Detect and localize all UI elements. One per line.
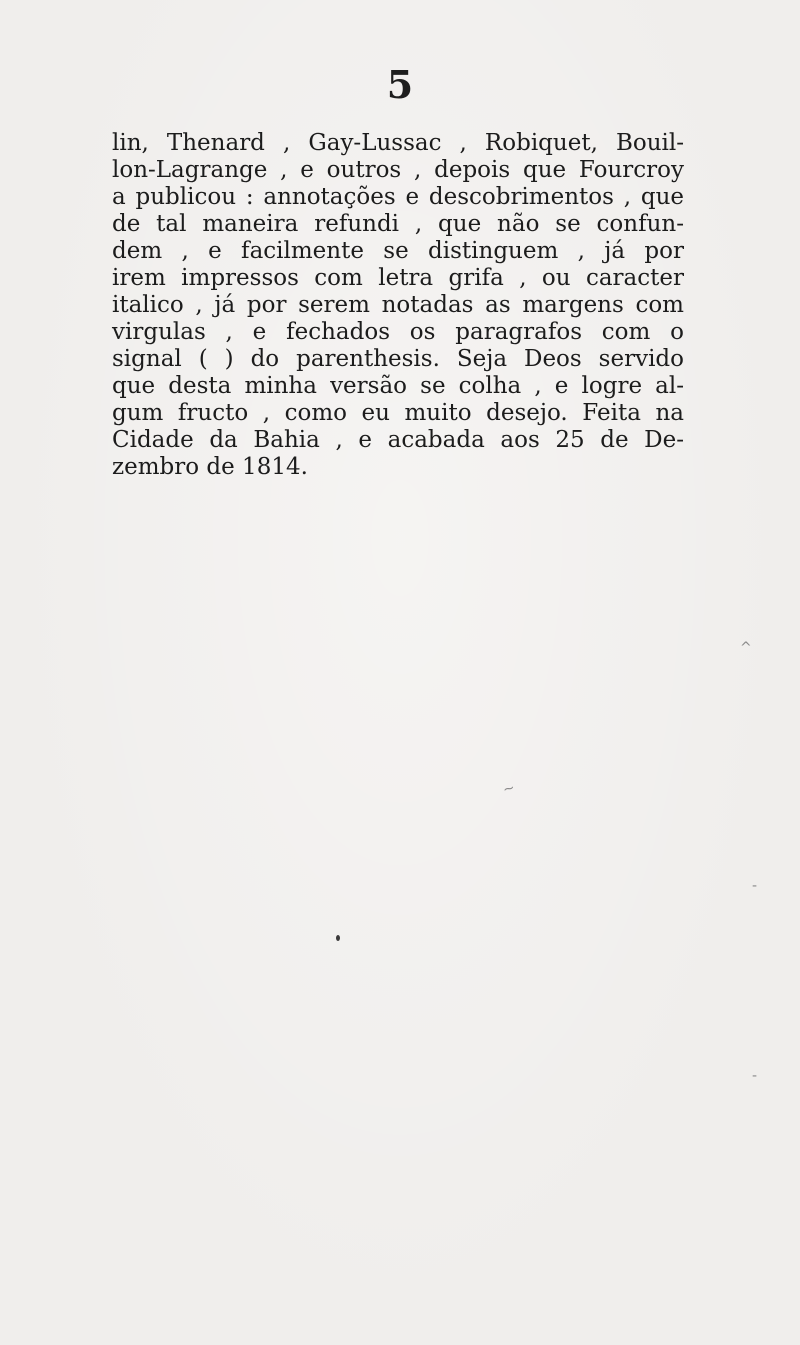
paper-mark: ~ (501, 779, 517, 799)
text-line: italico , já por serem notadas as margens com (112, 292, 684, 318)
text-line: zembro de 1814. (112, 454, 308, 480)
page-number: 5 (386, 62, 414, 107)
text-line: que desta minha versão se colha , e logre al- (112, 373, 684, 399)
ink-speck (336, 935, 340, 941)
paper-mark: - (752, 878, 758, 894)
text-line: Cidade da Bahia , e acabada aos 25 de De- (112, 427, 684, 453)
text-line: virgulas , e fechados os paragrafos com o (112, 319, 684, 345)
text-line: signal ( ) do parenthesis. Seja Deos servido (112, 346, 684, 372)
text-line: lon-Lagrange , e outros , depois que Fourcroy (112, 157, 684, 183)
text-line: gum fructo , como eu muito desejo. Feita na (112, 400, 684, 426)
text-line: irem impressos com letra grifa , ou caracter (112, 265, 684, 291)
text-line: a publicou : annotações e descobrimentos , que (112, 184, 684, 210)
text-line: lin, Thenard , Gay-Lussac , Robiquet, Bouil- (112, 130, 684, 156)
paper-mark: - (752, 1068, 758, 1084)
text-line: dem , e facilmente se distinguem , já por (112, 238, 684, 264)
text-line: de tal maneira refundi , que não se confun- (112, 211, 684, 237)
paper-mark: ^ (740, 640, 752, 656)
